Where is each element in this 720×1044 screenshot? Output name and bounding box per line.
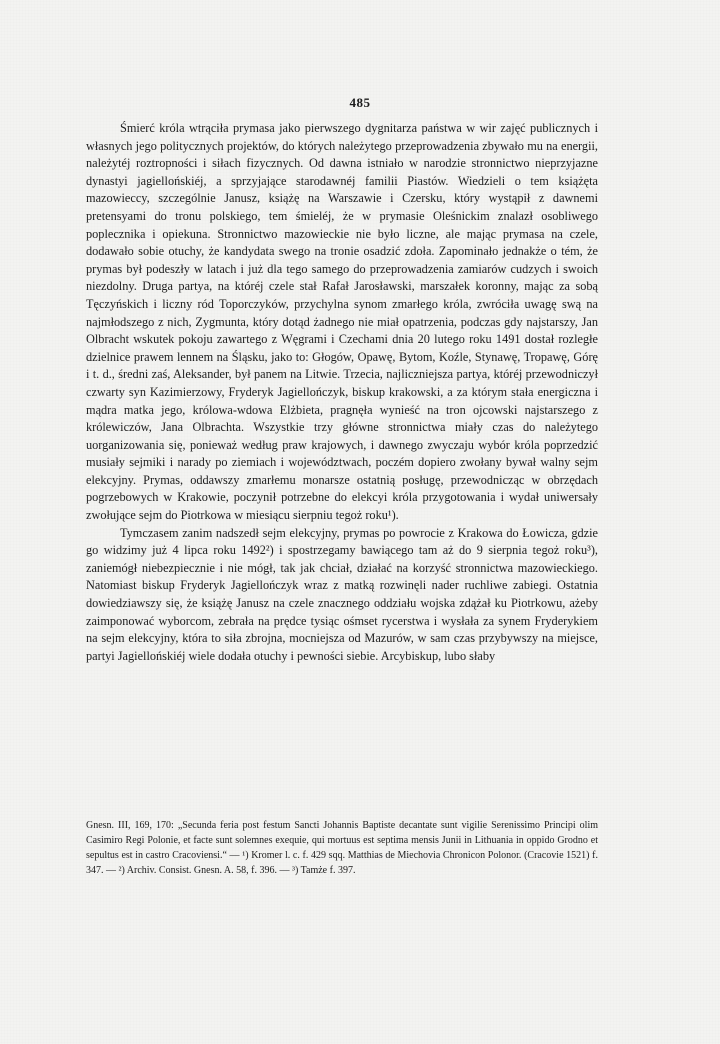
- footnote-text: Gnesn. III, 169, 170: „Secunda feria post festum Sancti Johannis Baptiste decantate sunt vigilie Serenissimo Principi olim Casimiro Regi Polonie, et facte sunt solemnes exequie, qui mortuus est septima mensis Junii in Lithuania in oppido Grodno et sepultus est in castro Cracoviensi.“ — ¹) Kromer l. c. f. 429 sqq. Matthias de Miechovia Chronicon Polonor. (Cracovie 1521) f. 347. — ²) Archiv. Consist. Gnesn. A. 58, f. 396. — ³) Tamże f. 397.: [86, 820, 598, 876]
- main-text: [86, 120, 598, 665]
- page-number: 485: [349, 95, 371, 110]
- paragraph: Tymczasem zanim nadszedł sejm elekcyjny, prymas po powrocie z Krakowa do Łowicza, gdzie go widzimy już 4 lipca roku 1492²) i spostrzegamy bawiącego tam aż do 9 sierpnia tegoż roku³), zaniemógł niebezpiecznie i nie mógł, tak jak chciał, działać na korzyść stronnictwa mazowieckiego. Natomiast biskup Fryderyk Jagiellończyk wraz z matką rozwinęli nader ruchliwe zabiegi. Ostatnia dowiedziawszy się, że książę Janusz na czele znacznego oddziału wojska zdążał ku Piotrkowu, ażeby zaimponować wyborcom, zebrała na prędce tysiąc ośmset rycerstwa i wysłała za synem Fryderykiem na sejm elekcyjny, która to siła zbrojna, mocniejsza od Mazurów, w sam czas przybywszy na miejsce, partyi Jagiellońskiéj wiele dodała otuchy i pewności siebie. Arcybiskup, lubo słaby: [86, 525, 598, 663]
- footnotes: [86, 818, 598, 878]
- paragraph: Śmierć króla wtrąciła prymasa jako pierwszego dygnitarza państwa w wir zajęć publicznych i własnych jego politycznych projektów, do których należytego przeprowadzenia zbywało mu na energii, należytéj roztropności i siłach fizycznych. Od dawna istniało w narodzie stronnictwo nieprzyjazne dynastyi jagiellońskiéj, a sprzyjające starodawnéj familii Piastów. Wiedzieli o tem książęta mazowieccy, szczególnie Janusz, książę na Warszawie i Czersku, który wystąpił z dawnemi pretensyami do tronu polskiego, tem śmieléj, że w prymasie Oleśnickim znalazł osobliwego poplecznika i opiekuna. Stronnictwo mazowieckie nie było liczne, ale mając prymasa na czele, dodawało sobie otuchy, że kandydata swego na tronie osadzić zdoła. Zapominało jednakże o tém, że prymas był podeszły w latach i już dla tego samego do przeprowadzenia zamiarów cudzych i swoich niezdolny. Druga partya, na któréj czele stał Rafał Jarosławski, marszałek koronny, mając za sobą Tęczyńskich i liczny ród Toporczyków, przychylna synom zmarłego króla, zwróciła uwagę swą na najmłodszego z nich, Zygmunta, który dotąd żadnego nie miał opatrzenia, podczas gdy najstarszy, Jan Olbracht wskutek pokoju zawartego z Węgrami i Czechami dnia 20 lutego roku 1491 dostał rozległe dzielnice prawem lennem na Śląsku, jako to: Głogów, Opawę, Bytom, Koźle, Stynawę, Tropawę, Górę i t. d., średni zaś, Aleksander, był panem na Litwie. Trzecia, najliczniejsza partya, któréj przewodniczył czwarty syn Kazimierzowy, Fryderyk Jagiellończyk, biskup krakowski, a za którym stała energiczna i mądra matka jego, królowa-wdowa Elżbieta, pragnęła wynieść na tron ojcowski najstarszego z królewiczów, Jana Olbrachta. Wszystkie trzy główne stronnictwa miały czas do należytego uorganizowania się, ponieważ według praw krajowych, i dawnego zwyczaju wybór króla poprzedzić musiały sejmiki i narady po ziemiach i województwach, poczém dopiero zwołany bywał walny sejm elekcyjny. Prymas, oddawszy zmarłemu monarsze ostatnią posługę, przewodnicząc w obrzędach pogrzebowych w Krakowie, poczynił potrzebne do elekcyi króla przygotowania i wydał uniwersały zwołujące sejm do Piotrkowa w miesiącu sierpniu tegoż roku¹).: [86, 121, 598, 523]
